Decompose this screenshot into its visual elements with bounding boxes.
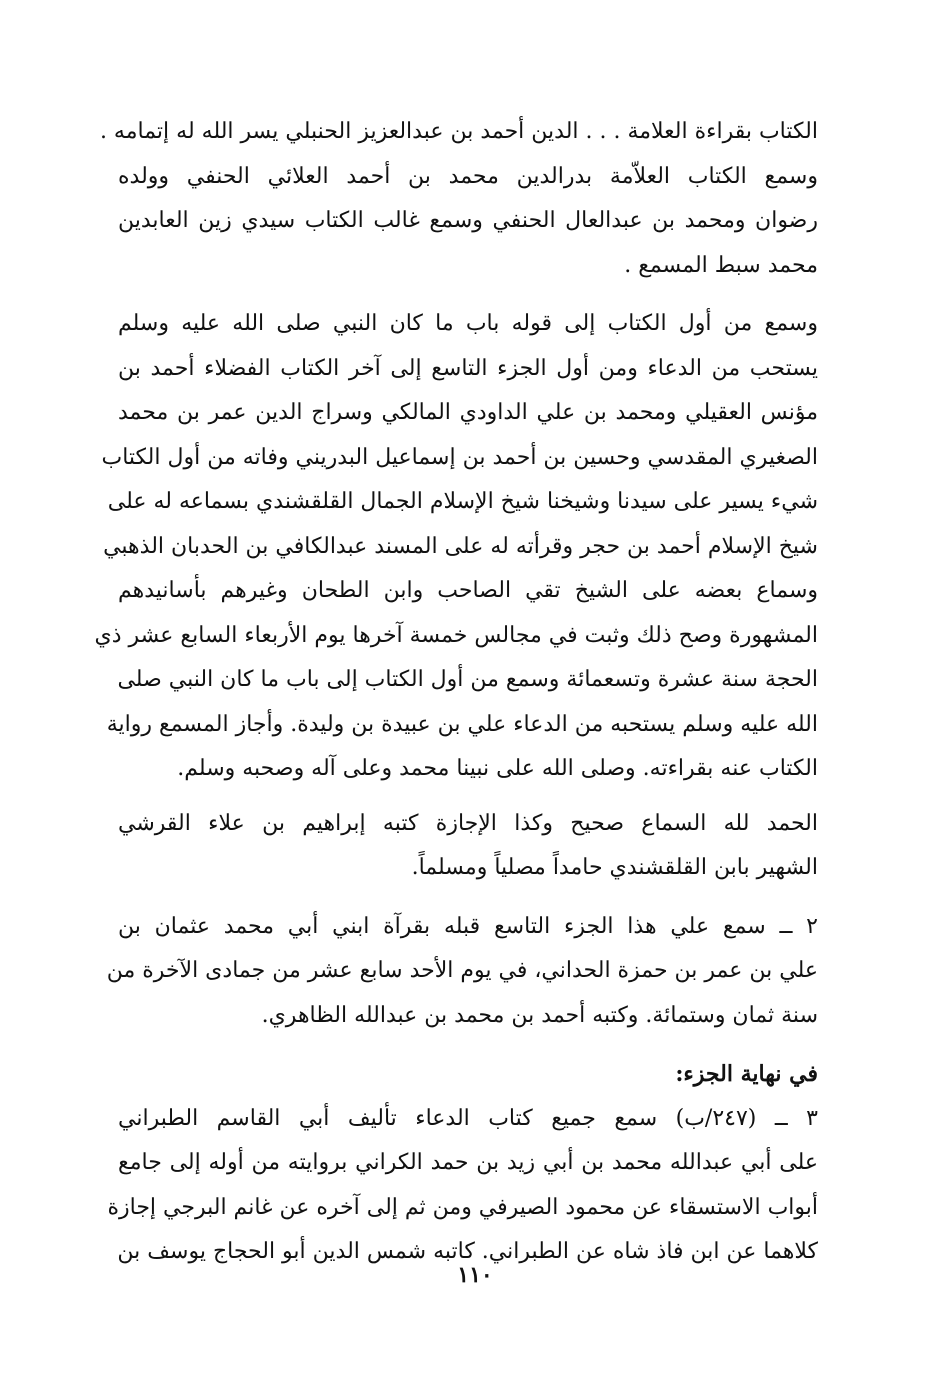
main-text bbox=[94, 110, 818, 1275]
text-line: ٢ ــ سمع علي هذا الجزء التاسع قبله بقرآة ابني أبي محمد عثمان بن bbox=[118, 913, 818, 939]
text-line: مؤنس العقيلي ومحمد بن علي الداودي المالكي وسراج الدين عمر بن محمد bbox=[118, 400, 818, 425]
text-line: يستحب من الدعاء ومن أول الجزء التاسع إلى آخر الكتاب الفضلاء أحمد بن bbox=[118, 355, 818, 381]
text-line: علي بن عمر بن حمزة الحداني، في يوم الأحد سابع عشر من جمادى الآخرة من bbox=[106, 958, 818, 983]
text-line: وسمع من أول الكتاب إلى قوله باب ما كان النبي صلى الله عليه وسلم bbox=[118, 311, 818, 336]
paragraph-1 bbox=[99, 110, 818, 155]
paragraph-gap bbox=[118, 288, 818, 302]
text-line: الكتاب عنه بقراءته. وصلى الله على نبينا محمد وعلى آله وصحبه وسلم. bbox=[177, 756, 818, 781]
text-line: كلاهما عن ابن فاذ شاه عن الطبراني. كاتبه شمس الدين أبو الحجاج يوسف بن bbox=[117, 1239, 818, 1264]
text-line: أبواب الاستسقاء عن محمود الصيرفي ومن ثم إلى آخره عن غانم البرجي إجازة bbox=[107, 1194, 818, 1220]
text-line: شيء يسير على سيدنا وشيخنا شيخ الإسلام الجمال القلقشندي بسماعه له على bbox=[107, 489, 818, 514]
text-line: ٣ ــ (٢٤٧/ب) سمع جميع كتاب الدعاء تأليف أبي القاسم الطبراني bbox=[118, 1105, 818, 1131]
text-line: على أبي عبدالله محمد بن أبي زيد بن حمد الكراني بروايته من أوله إلى جامع bbox=[118, 1150, 818, 1175]
paragraph-4 bbox=[118, 802, 818, 891]
paragraph-5 bbox=[106, 905, 818, 1039]
paragraph-gap bbox=[118, 792, 818, 802]
page-number: ١١٠ bbox=[457, 1262, 493, 1288]
paragraph-gap bbox=[118, 891, 818, 905]
section-heading: في نهاية الجزء: bbox=[675, 1061, 818, 1087]
text-line: الصغيري المقدسي وحسين بن أحمد بن إسماعيل البدريني وفاته من أول الكتاب bbox=[101, 444, 818, 470]
paragraph-6 bbox=[107, 1097, 818, 1275]
text-line: وسمع الكتاب العلاّمة بدرالدين محمد بن أحمد العلائي الحنفي وولده bbox=[118, 163, 818, 189]
text-line: محمد سبط المسمع . bbox=[624, 252, 818, 278]
paragraph-2 bbox=[118, 155, 818, 289]
text-line: الحجة سنة عشرة وتسعمائة وسمع من أول الكتاب إلى باب ما كان النبي صلى bbox=[117, 667, 818, 692]
paragraph-gap bbox=[118, 1038, 818, 1052]
text-line: الله عليه وسلم يستحبه من الدعاء علي بن عبيدة بن وليدة. وأجاز المسمع رواية bbox=[106, 711, 818, 737]
text-line: المشهورة وصح ذلك وثبت في مجالس خمسة آخرها يوم الأربعاء السابع عشر ذي bbox=[94, 622, 818, 648]
text-line: الكتاب بقراءة العلامة . . . الدين أحمد بن عبدالعزيز الحنبلي يسر الله له إتمامه . bbox=[99, 119, 818, 144]
text-line: سنة ثمان وستمائة. وكتبه أحمد بن محمد بن عبدالله الظاهري. bbox=[261, 1002, 818, 1028]
text-line: شيخ الإسلام أحمد بن حجر وقرأته له على المسند عبدالكافي بن الحدبان الذهبي bbox=[103, 533, 818, 559]
text-line: رضوان ومحمد بن عبدالعال الحنفي وسمع غالب الكتاب سيدي زين العابدين bbox=[118, 208, 818, 233]
paragraph-3 bbox=[94, 302, 818, 792]
text-line: الحمد لله السماع صحيح وكذا الإجازة كتبه إبراهيم بن علاء القرشي bbox=[118, 810, 818, 836]
text-line: وسماع بعضه على الشيخ تقي الصاحب وابن الطحان وغيرهم بأسانيدهم bbox=[118, 578, 818, 603]
text-line: الشهير بابن القلقشندي حامداً مصلياً ومسلماً. bbox=[411, 855, 818, 880]
